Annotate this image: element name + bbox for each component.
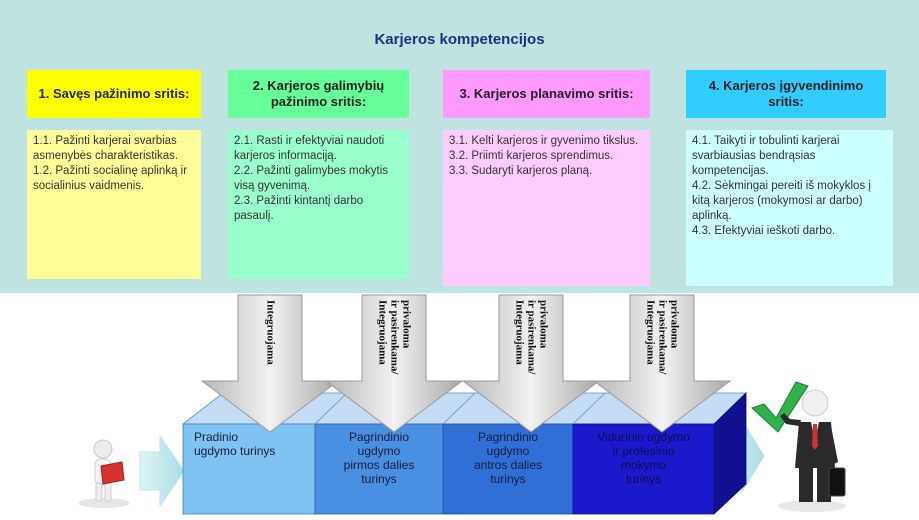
arrow-caption-line: Integruojama <box>644 300 657 365</box>
block-label-line: pirmos dalies <box>343 458 415 472</box>
arrow-caption-line: ir pasirenkama/ <box>388 300 401 375</box>
block-label-line: mokymo <box>620 458 667 472</box>
block-label-line: Pagrindinio <box>348 430 410 444</box>
block-label-line: Vidurinio ugdymo <box>597 430 690 444</box>
businessman-checkmark-icon <box>752 382 846 512</box>
area-item: 2.2. Pažinti galimybes mokytis visą gyvenimą. <box>234 165 389 192</box>
flow-arrow-left <box>140 436 184 506</box>
area-title-career-opportunities: 2. Karjeros galimybių pažinimo sritis: <box>228 70 409 118</box>
area-item: 4.3. Efektyviai ieškoti darbo. <box>692 225 836 237</box>
block-label-basic-second <box>443 430 573 486</box>
block-label-primary <box>186 430 320 458</box>
area-title-career-implementation: 4. Karjeros įgyvendinimo sritis: <box>686 70 886 118</box>
area-item: 3.1. Kelti karjeros ir gyvenimo tikslus. <box>449 135 639 147</box>
arrow-caption-line: ir pasirenkama/ <box>656 300 669 375</box>
area-item: 3.2. Priimti karjeros sprendimus. <box>449 150 614 162</box>
block-label-line: antros dalies <box>473 458 543 472</box>
block-label-line: turinys <box>625 472 662 486</box>
arrow-caption-line: ir pasirenkama/ <box>525 300 538 375</box>
area-item: 1.1. Pažinti karjerai svarbias asmenybės charakteristikas. <box>33 135 179 162</box>
block-label-line: ugdymo <box>357 444 401 458</box>
area-title-career-planning: 3. Karjeros planavimo sritis: <box>443 70 650 118</box>
area-item: 2.1. Rasti ir efektyviai naudoti karjeros informaciją. <box>234 135 385 162</box>
area-item: 1.2. Pažinti socialinę aplinką ir socialinius vaidmenis. <box>33 165 188 192</box>
arrow-caption-line: privaloma <box>537 300 550 349</box>
block-label-line: turinys <box>490 472 526 486</box>
arrow-caption-line: Integruojama <box>376 300 389 365</box>
arrow-caption-line: Integruojama <box>513 300 526 365</box>
area-item: 2.3. Pažinti kintantį darbo pasaulį. <box>234 195 364 222</box>
block-label-line: turinys <box>361 472 397 486</box>
block-label-line: ugdymo <box>486 444 530 458</box>
area-item: 4.1. Taikyti ir tobulinti karjerai svarbiausias bendrąsias kompetencijas. <box>692 135 840 177</box>
block-label-line: ir profesinio <box>612 444 675 458</box>
page-title: Karjeros kompetencijos <box>374 31 545 48</box>
arrow-caption-line: privaloma <box>668 300 681 349</box>
block-label-line: ugdymo turinys <box>194 444 276 458</box>
area-item: 3.3. Sudaryti karjeros planą. <box>449 165 593 177</box>
block-label-line: Pagrindinio <box>477 430 539 444</box>
area-title-self-knowledge: 1. Savęs pažinimo sritis: <box>27 70 201 118</box>
block-label-line: Pradinio <box>194 430 239 444</box>
block-label-basic-first <box>315 430 443 486</box>
area-item: 4.2. Sėkmingai pereiti iš mokyklos į kitą karjeros (mokymosi ar darbo) aplinką. <box>692 180 871 222</box>
person-reading-icon <box>78 440 130 508</box>
block-label-secondary <box>573 430 714 486</box>
arrow-caption-line: privaloma <box>400 300 413 349</box>
arrow-caption-line: Integruojama <box>264 300 277 365</box>
